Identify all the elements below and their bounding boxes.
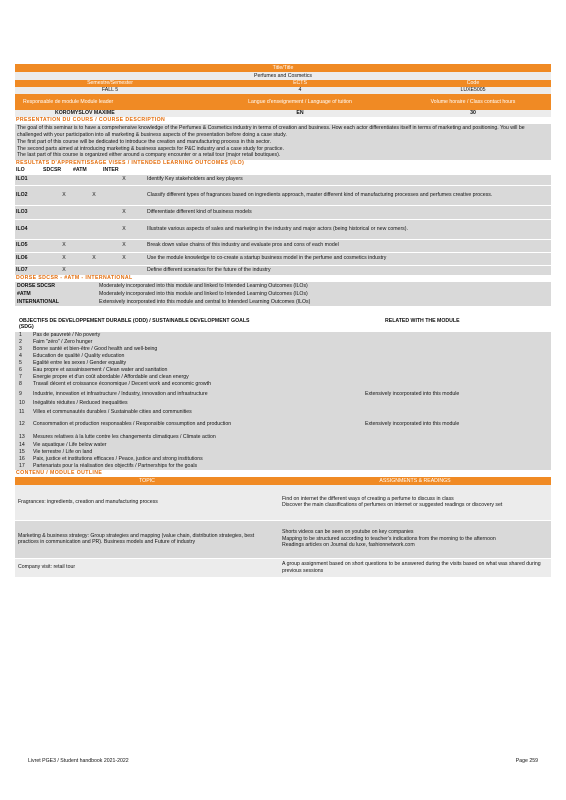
sdg-label: Industrie, innovation et infrastructure / Industry, innovation and infrastructure <box>33 390 208 397</box>
sdg-relation <box>365 374 551 381</box>
outline-assignment: Shorts videos can be seen on youtube on key companies Mapping to be structured according to teacher's indications from the morning to the afternoon Readings articles on Journal du luxe, fashionnetwork.com <box>282 529 496 549</box>
ects-value: 4 <box>298 87 302 93</box>
sdg-relation <box>365 346 551 353</box>
semester-value: FALL 5 <box>101 87 119 93</box>
ilo-code: ILO6 <box>16 255 28 262</box>
ilo-text: Illustrate various aspects of sales and marketing in the industry and major actors (being historical or new comers). <box>147 225 408 232</box>
sdg-number: 17 <box>19 462 25 469</box>
outline-assignment: A group assignment based on short questions to be answered during the visits based on what was shared during previous sessions <box>282 561 541 574</box>
semester-label: Semestre/Semester <box>87 80 133 86</box>
sdg-row <box>15 407 551 417</box>
sdg-row <box>15 449 551 456</box>
sdg-label: Faim "zéro" / Zero hunger <box>33 338 93 345</box>
sdg-label: Energie propre et d'un coût abordable / Affordable and clean energy <box>33 373 189 380</box>
dorse-table <box>15 282 551 306</box>
sdg-row <box>15 332 551 339</box>
presentation-paragraph: The last part of this course is organized either around a company encounter or a retail tour (major retail boutiques). <box>17 152 281 158</box>
ilo-text: Identify Key stakeholders and key players <box>147 176 243 183</box>
sdg-row <box>15 433 551 442</box>
spacer <box>255 318 379 332</box>
sdg-label: Bonne santé et bien-être / Good health and well-being <box>33 345 158 352</box>
sdg-label: Consommation et production responsables / Responsible consumption and production <box>33 421 232 428</box>
outline-row <box>15 485 551 521</box>
sdg-related-heading: RELATED WITH THE MODULE <box>385 317 460 324</box>
atm-col-header: #ATM <box>73 166 87 173</box>
ilo-code: ILO4 <box>16 225 28 232</box>
leader-value: KOROMYSLOV MAXIME <box>55 110 115 116</box>
ilo-sdcsr-mark: X <box>62 191 66 198</box>
dorse-heading: DORSE SDCSR - #ATM - INTERNATIONAL <box>16 274 133 281</box>
leader-value-row <box>15 110 551 117</box>
sdg-number: 3 <box>19 345 22 352</box>
ilo-row <box>15 205 551 219</box>
ilo-code: ILO7 <box>16 266 28 273</box>
outline-topic: Fragrances: ingredients, creation and manufacturing process <box>18 498 158 505</box>
sdg-label: Egalité entre les sexes / Gender equality <box>33 359 127 366</box>
ilo-sdcsr-mark: X <box>62 266 66 273</box>
ilo-row <box>15 252 551 265</box>
sdg-label: Villes et communautés durables / Sustainable cities and communities <box>33 408 192 415</box>
ilo-code: ILO3 <box>16 208 28 215</box>
dorse-text: Moderately incorporated into this module and linked to Intended Learning Outcomes (ILOs) <box>99 290 308 297</box>
ilo-sdcsr-mark: X <box>62 242 66 249</box>
page-number: Page 259 <box>515 758 538 764</box>
module-sheet <box>15 64 551 577</box>
sdg-relation <box>365 381 551 388</box>
sdg-row <box>15 417 551 433</box>
sdg-row <box>15 346 551 353</box>
sdg-row <box>15 374 551 381</box>
sdg-relation <box>365 339 551 346</box>
sdg-relation <box>365 360 551 367</box>
ilo-row <box>15 265 551 275</box>
sdg-label: Vie aquatique / Life below water <box>33 441 107 448</box>
sdg-row <box>15 388 551 400</box>
sdg-number: 7 <box>19 373 22 380</box>
sdg-label: Pas de pauvreté / No poverty <box>33 331 101 338</box>
code-label: Code <box>466 80 480 86</box>
presentation-heading: PRESENTATION DU COURS / COURSE DESCRIPTION <box>16 117 166 123</box>
outline-assignment: Find on internet the different ways of creating a perfume to discuss in class Discover the main classifications of perfumes on internet or suggested readings or discovery set <box>282 495 503 508</box>
ilo-code: ILO2 <box>16 191 28 198</box>
sdg-number: 15 <box>19 448 25 455</box>
ilo-text: Define different scenarios for the future of the industry <box>147 266 271 273</box>
title-value: Perfumes and Cosmetics <box>15 72 551 80</box>
leader-header-row <box>15 94 551 110</box>
ilo-sdcsr-mark: X <box>62 255 66 262</box>
semester-header-row <box>15 80 551 87</box>
sdg-row <box>15 400 551 407</box>
dorse-label: DORSE SDCSR <box>17 282 56 289</box>
presentation-paragraph: The first part of this course will be dedicated to introduce the creation and manufacturing process in this sector. <box>17 139 272 145</box>
presentation-paragraph: The second parts aimed at introducing marketing & business aspects for P&C industry and a case study for practice. <box>17 145 285 152</box>
sdg-relation <box>365 463 551 470</box>
sdg-number: 16 <box>19 455 25 462</box>
ilo-text: Differentiate different kind of business models <box>147 208 252 215</box>
ilo-inter-mark: X <box>122 225 126 232</box>
sdg-label: Eau propre et assainissement / Clean water and sanitation <box>33 366 168 373</box>
presentation-paragraph: The goal of this seminar is to have a comprehensive knowledge of the Perfumes & Cosmetics industry in terms of creation and business. How each actor differentiates itself in terms of marketing and positioning. You will be challenged with your participation into all marketing & business aspects of the presentation before doing a case study. <box>17 125 525 138</box>
ilo-text: Break down value chains of this industry and evaluate pros and cons of each model <box>147 242 339 249</box>
sdg-relation: Extensively incorporated into this module <box>365 390 460 397</box>
code-value: LUXE5005 <box>460 87 486 93</box>
sdg-number: 2 <box>19 338 22 345</box>
ilo-code: ILO5 <box>16 242 28 249</box>
volume-label: Volume horaire / Class contact hours <box>430 98 516 105</box>
sdg-row <box>15 360 551 367</box>
inter-col-header: INTER <box>103 166 119 173</box>
ilo-header-row <box>15 167 551 174</box>
outline-topic: Marketing & business strategy: Group strategies and mapping (value chain, distribution strategies, best practices in communication and PR). Business models and Future of industry <box>18 532 255 545</box>
sdg-number: 13 <box>19 433 25 440</box>
page-footer <box>28 758 538 765</box>
ilo-inter-mark: X <box>122 208 126 215</box>
sdg-label: Inégalités réduites / Reduced inequalities <box>33 399 128 406</box>
sdg-header-row <box>15 318 551 332</box>
outline-heading: CONTENU / MODULE OUTLINE <box>16 469 103 476</box>
ilo-col-header: ILO <box>16 166 25 173</box>
footer-handbook: Livret PGE3 / Student handbook 2021-2022 <box>28 758 129 764</box>
sdg-heading: OBJECTIFS DE DEVELOPPEMENT DURABLE (ODD) / SUSTAINABLE DEVELOPMENT GOALS (SDG) <box>19 317 250 330</box>
assignments-col-header: ASSIGNMENTS & READINGS <box>379 477 451 484</box>
title-label: Title/Title <box>15 64 551 72</box>
outline-topic: Company visit: retail tour <box>18 564 76 571</box>
ilo-atm-mark: X <box>92 255 96 262</box>
sdg-number: 11 <box>19 408 25 415</box>
sdg-label: Travail décent et croissance économique / Decent work and economic growth <box>33 380 212 387</box>
topic-col-header: TOPIC <box>139 477 155 484</box>
ilo-inter-mark: X <box>122 255 126 262</box>
sdg-number: 9 <box>19 390 22 397</box>
sdg-label: Vie terrestre / Life on land <box>33 448 93 455</box>
sdg-row <box>15 442 551 449</box>
outline-row <box>15 559 551 577</box>
sdg-relation <box>365 433 551 442</box>
sdg-number: 6 <box>19 366 22 373</box>
sdg-relation: Extensively incorporated into this module <box>365 421 460 428</box>
sdg-row <box>15 353 551 360</box>
ilo-inter-mark: X <box>122 176 126 183</box>
ilo-table <box>15 174 551 275</box>
sdg-row <box>15 456 551 463</box>
dorse-text: Extensively incorporated into this module and central to Intended Learning Outcomes (ILOs) <box>99 298 311 305</box>
sdg-relation <box>365 449 551 456</box>
sdg-relation <box>365 400 551 407</box>
language-label: Langue d'enseignement / Language of tuition <box>248 98 352 105</box>
ilo-text: Classify different types of fragrances based on ingredients approach, master different kind of manufacturing processes and perfumes creative process. <box>147 191 493 198</box>
presentation-body <box>15 124 551 160</box>
sdg-label: Paix, justice et institutions efficaces / Peace, justice and strong institutions <box>33 455 203 462</box>
outline-row <box>15 521 551 559</box>
sdg-row <box>15 381 551 388</box>
ilo-code: ILO1 <box>16 176 28 183</box>
dorse-label: #ATM <box>17 290 31 297</box>
language-value: EN <box>296 110 304 116</box>
semester-value-row <box>15 87 551 94</box>
dorse-row <box>15 290 551 298</box>
ilo-text: Use the module knowledge to co-create a startup business model in the perfume and cosmetics industry <box>147 255 387 262</box>
sdg-label: Partenariats pour la réalisation des objectifs / Partnerships for the goals <box>33 462 198 469</box>
responsable-label: Responsable de module Module leader <box>23 98 114 105</box>
outline-header-row <box>15 477 551 485</box>
ilo-heading: RESULTATS D'APPRENTISSAGE VISES / INTENDED LEARNING OUTCOMES (ILO) <box>16 159 245 166</box>
sdg-relation <box>365 456 551 463</box>
ilo-row <box>15 174 551 185</box>
ects-label: ECTS <box>293 80 307 86</box>
sdg-row <box>15 463 551 470</box>
sdcsr-col-header: SDCSR <box>43 166 62 173</box>
dorse-label: INTERNATIONAL <box>17 298 59 305</box>
ilo-inter-mark: X <box>122 242 126 249</box>
sdg-number: 8 <box>19 380 22 387</box>
hours-value: 30 <box>470 110 476 116</box>
sdg-label: Mesures relatives à la lutte contre les changements climatiques / Climate action <box>33 433 216 440</box>
dorse-text: Moderately incorporated into this module and linked to Intended Learning Outcomes (ILOs) <box>99 282 308 289</box>
ilo-atm-mark: X <box>92 191 96 198</box>
sdg-number: 10 <box>19 399 25 406</box>
sdg-relation <box>365 332 551 339</box>
sdg-label: Education de qualité / Quality education <box>33 352 125 359</box>
sdg-relation <box>365 353 551 360</box>
sdg-relation <box>365 367 551 374</box>
sdg-table <box>15 332 551 470</box>
ilo-row <box>15 219 551 239</box>
sdg-row <box>15 367 551 374</box>
sdg-number: 12 <box>19 421 25 428</box>
sdg-relation <box>365 407 551 417</box>
dorse-row <box>15 298 551 306</box>
dorse-row <box>15 282 551 290</box>
sdg-row <box>15 339 551 346</box>
sdg-number: 14 <box>19 441 25 448</box>
ilo-row <box>15 185 551 205</box>
sdg-number: 4 <box>19 352 22 359</box>
sdg-number: 1 <box>19 331 22 338</box>
ilo-row <box>15 239 551 252</box>
sdg-relation <box>365 442 551 449</box>
spacer <box>15 306 551 318</box>
sdg-number: 5 <box>19 359 22 366</box>
